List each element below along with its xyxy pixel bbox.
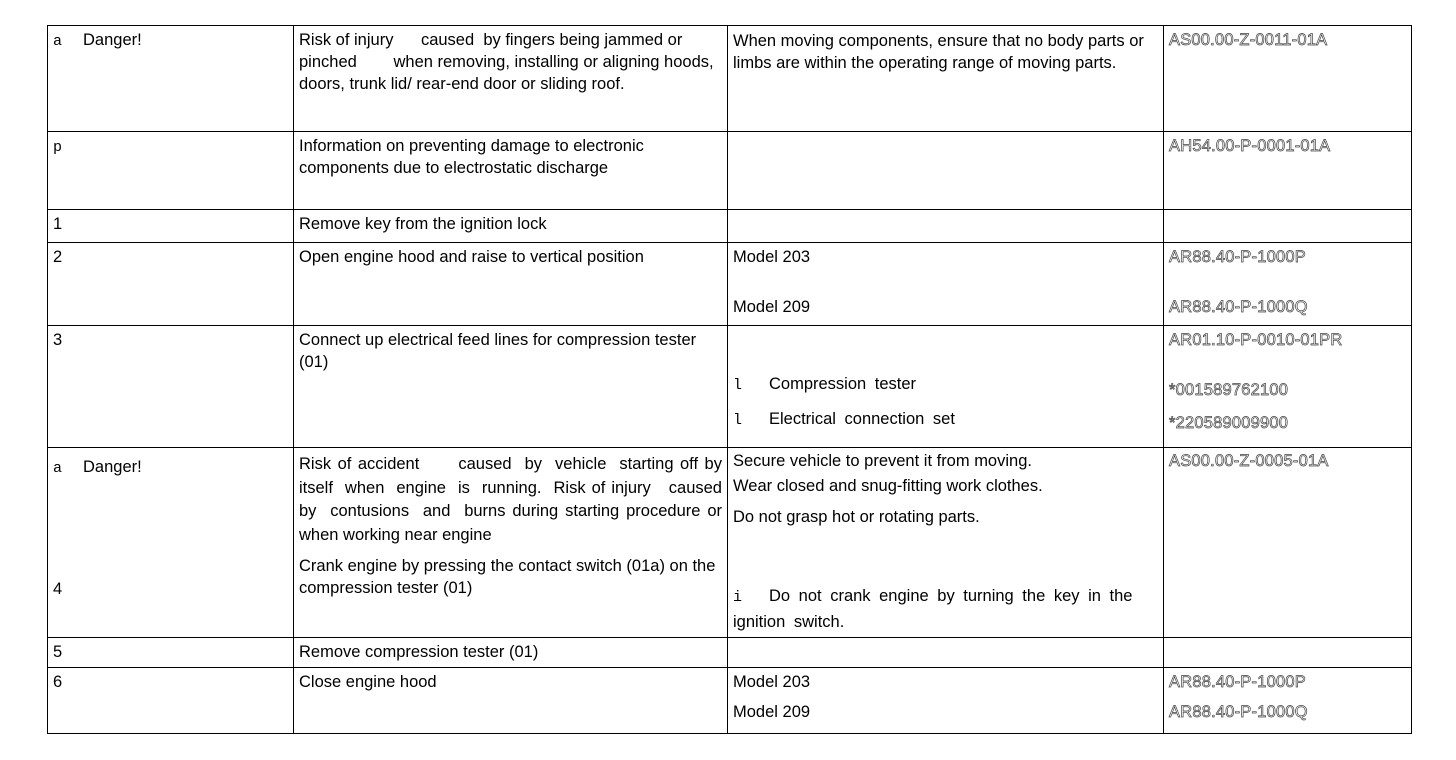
safety-note: Wear closed and snug-fitting work clothes. (733, 477, 1043, 495)
table-row (48, 26, 1412, 132)
row-marker (48, 448, 294, 638)
table-row (48, 448, 1412, 638)
row-text: Information on preventing damage to electronic components due to electrostatic discharge (294, 132, 728, 210)
table-row (48, 326, 1412, 448)
table-row (48, 638, 1412, 668)
table-row (48, 132, 1412, 210)
danger-label: Danger! (83, 458, 142, 476)
step-number: 5 (48, 638, 294, 668)
danger-symbol: a (53, 460, 63, 477)
row-text: Remove key from the ignition lock (294, 210, 728, 243)
row-ref (1164, 638, 1412, 668)
row-ref (1164, 26, 1412, 132)
procedure-table (47, 25, 1412, 734)
safety-note: Secure vehicle to prevent it from moving. (733, 452, 1032, 470)
document-reference-link[interactable]: AS00.00-Z-0011-01A (1169, 31, 1328, 49)
row-marker (48, 26, 294, 132)
document-reference-link[interactable]: AR88.40-P-1000Q (1169, 703, 1308, 721)
row-text: Remove compression tester (01) (294, 638, 728, 668)
table-row (48, 243, 1412, 326)
step-number: 3 (48, 326, 294, 448)
row-note (728, 210, 1164, 243)
document-reference-link[interactable]: AS00.00-Z-0005-01A (1169, 452, 1329, 470)
row-refs (1164, 668, 1412, 734)
row-marker (48, 132, 294, 210)
step-number: 1 (48, 210, 294, 243)
document-reference-link[interactable]: AR01.10-P-0010-01PR (1169, 331, 1343, 349)
model-label: Model 203 (733, 673, 811, 691)
info-bullet: i (733, 589, 743, 606)
row-models (728, 668, 1164, 734)
row-tools (728, 326, 1164, 448)
model-label: Model 209 (733, 703, 811, 721)
table-row (48, 210, 1412, 243)
tool-item: l Compression tester (733, 375, 917, 394)
table-row (48, 668, 1412, 734)
safety-note: Do not grasp hot or rotating parts. (733, 508, 980, 526)
tool-part-number: *001589762100 (1169, 381, 1289, 399)
step-number: 4 (53, 580, 63, 598)
danger-symbol: a (53, 33, 63, 50)
row-refs (1164, 326, 1412, 448)
row-note (728, 638, 1164, 668)
document-reference-link[interactable]: AR88.40-P-1000Q (1169, 298, 1308, 316)
row-note: When moving components, ensure that no body parts or limbs are within the operating range of moving parts. (728, 26, 1164, 132)
model-label: Model 203 (733, 248, 811, 266)
tool-part-number: *220589009900 (1169, 414, 1289, 432)
info-symbol: p (53, 139, 63, 156)
row-text: Open engine hood and raise to vertical position (294, 243, 728, 326)
danger-text: Risk of accident caused by vehicle starting off by itself when engine is running. Risk of injury caused by contusions and burns during starting procedure or when working near engine (299, 455, 732, 544)
document-reference-link[interactable]: AH54.00-P-0001-01A (1169, 137, 1331, 155)
danger-label: Danger! (83, 31, 142, 49)
tool-item: l Electrical connection set (733, 410, 955, 429)
row-notes (728, 448, 1164, 638)
row-text: Risk of injury caused by fingers being jammed or pinched when removing, installing or aligning hoods, doors, trunk lid/ rear-end door or sliding roof. (294, 26, 728, 132)
model-label: Model 209 (733, 298, 811, 316)
document-reference-link[interactable]: AR88.40-P-1000P (1169, 673, 1306, 691)
row-text (294, 448, 732, 638)
row-ref (1164, 210, 1412, 243)
step-text: Crank engine by pressing the contact switch (01a) on the compression tester (01) (299, 557, 716, 597)
row-models (728, 243, 1164, 326)
row-refs (1164, 243, 1412, 326)
step-number: 6 (48, 668, 294, 734)
row-note (728, 132, 1164, 210)
row-ref (1164, 132, 1412, 210)
info-note: i Do not crank engine by turning the key in the ignition switch. (733, 587, 1133, 631)
document-reference-link[interactable]: AR88.40-P-1000P (1169, 248, 1306, 266)
step-number: 2 (48, 243, 294, 326)
row-ref (1164, 448, 1412, 638)
row-text: Connect up electrical feed lines for compression tester (01) (294, 326, 728, 448)
row-text: Close engine hood (294, 668, 728, 734)
